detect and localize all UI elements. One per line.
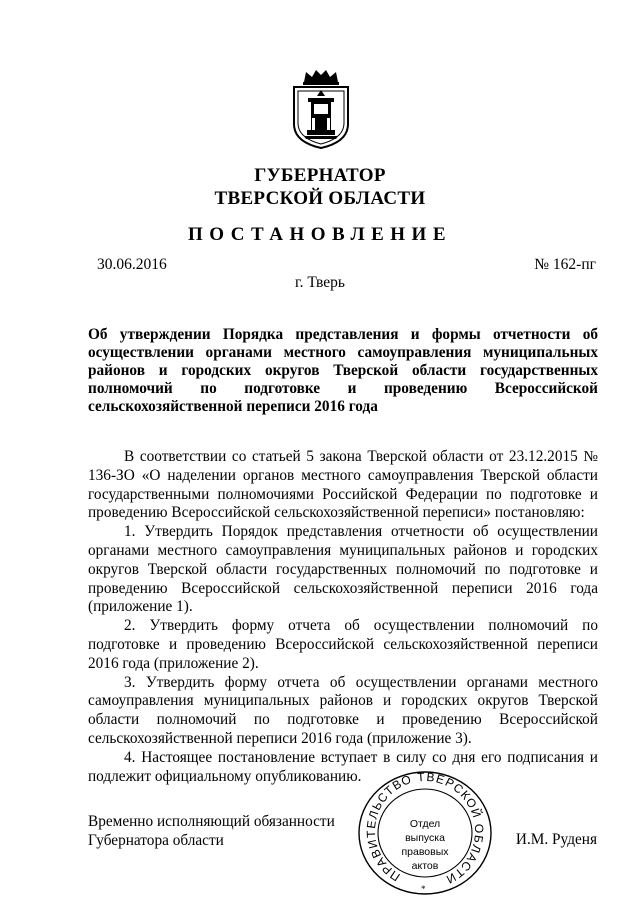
preamble-paragraph: В соответствии со статьей 5 закона Тверской области от 23.12.2015 № 136-ЗО «О наделении органов местного самоуправления Тверской области государственными полномочиями Российской Федерации по подготовке и проведению Всероссийской сельскохозяйственной переписи» постановляю: — [88, 448, 598, 522]
clause-1-paragraph: 1. Утвердить Порядок представления отчетности об осуществлении органами местного самоуправления муниципальных районов и городских округов Тверской области государственных полномочий по подготовке и проведению Всероссийской сельскохозяйственной переписи 2016 года (приложение 1). — [88, 523, 598, 616]
stamp-line-4: актов — [411, 860, 439, 872]
document-body — [88, 448, 598, 786]
clause-3-paragraph: 3. Утвердить форму отчета об осуществлении органами местного самоуправления муниципальных районов и городских округов Тверской области полномочий по подготовке и проведению Всероссийской сельскохозяйственной переписи 2016 года (приложение 3). — [88, 673, 598, 747]
stamp-center-text — [392, 817, 458, 873]
document-number: № 162-пг — [534, 256, 596, 273]
stamp-line-1: Отдел — [409, 818, 441, 830]
tver-coat-of-arms-icon — [290, 68, 352, 150]
document-city: г. Тверь — [295, 274, 345, 291]
signatory-position — [88, 812, 335, 850]
stamp-line-2: выпуска — [405, 832, 445, 844]
document-date: 30.06.2016 — [97, 256, 167, 273]
stamp-line-3: правовых — [401, 846, 449, 858]
signatory-position-line2: Губернатора области — [88, 832, 224, 849]
stamp-ring-text: ПРАВИТЕЛЬСТВО ТВЕРСКОЙ ОБЛАСТИ — [363, 769, 487, 888]
issuer-title: ГУБЕРНАТОР — [254, 165, 386, 186]
clause-2-paragraph: 2. Утвердить форму отчета об осуществлении полномочий по подготовке и проведению Всероссийской сельскохозяйственной переписи 2016 года (приложение 2). — [88, 617, 598, 672]
signatory-name: И.М. Руденя — [515, 831, 597, 848]
svg-text:*: * — [421, 884, 426, 894]
document-type: ПОСТАНОВЛЕНИЕ — [187, 224, 453, 245]
issuer-region: ТВЕРСКОЙ ОБЛАСТИ — [214, 188, 426, 209]
signatory-position-line1: Временно исполняющий обязанности — [88, 813, 335, 830]
document-title: Об утверждении Порядка представления и формы отчетности об осуществлении органами местного самоуправления муниципальных районов и городских округов Тверской области государственных полномочий по подготовке и проведению Всероссийской сельскохозяйственной переписи 2016 года — [88, 326, 598, 415]
clause-4-paragraph: 4. Настоящее постановление вступает в силу со дня его подписания и подлежит официальному опубликованию. — [88, 748, 598, 785]
